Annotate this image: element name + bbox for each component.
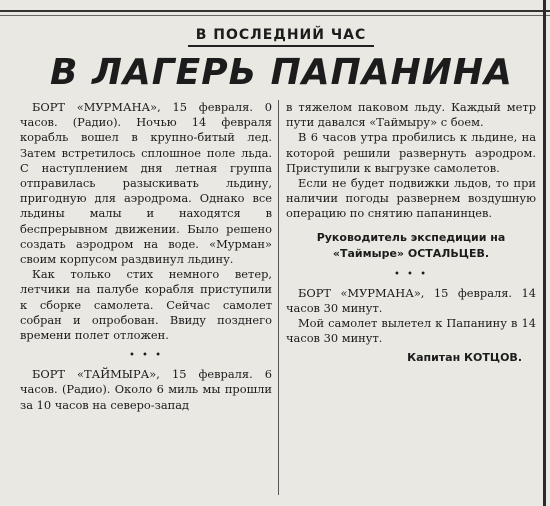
headline: В ЛАГЕРЬ ПАПАНИНА xyxy=(50,52,513,93)
signature-block-1 xyxy=(286,230,536,262)
right-paragraph-4: БОРТ «МУРМАНА», 15 февраля. 14 часов 30 минут. xyxy=(286,285,536,315)
column-divider xyxy=(278,100,279,495)
right-paragraph-3: Если не будет подвижки льдов, то при наличии погоды развернем воздушную операцию по снятию папанинцев. xyxy=(286,176,536,221)
signature-1-line-1: Руководитель экспедиции на xyxy=(316,230,506,244)
right-paragraph-1: в тяжелом паковом льду. Каждый метр пути давался «Таймыру» с боем. xyxy=(286,100,536,130)
right-paragraph-2: В 6 часов утра пробились к льдине, на которой решили развернуть аэродром. Приступили к выгрузке самолетов. xyxy=(286,130,536,175)
signature-1-line-2: «Таймыре» ОСТАЛЬЦЕВ. xyxy=(332,246,490,260)
kicker-box xyxy=(188,24,374,47)
separator-stars-right: • • • xyxy=(393,268,429,280)
left-paragraph-1: БОРТ «МУРМАНА», 15 февраля. 0 часов. (Радио). Ночью 14 февраля корабль вошел в крупно-битый лед. Затем встретилось сплошное поле льда. С наступлением дня летная группа отправилась разыскивать льдину, пригодную для аэродрома. Однако все льдины малы и находятся в беспрерывном движении. Было решено создать аэродром на воде. «Мурман» своим корпусом раздвинул льдину. xyxy=(20,100,272,267)
top-rule-thin xyxy=(0,15,550,16)
right-paragraph-5: Мой самолет вылетел к Папанину в 14 часов 30 минут. xyxy=(286,316,536,346)
left-column xyxy=(20,100,272,413)
separator-stars: • • • xyxy=(128,350,164,362)
top-rule xyxy=(0,10,550,12)
left-paragraph-2: Как только стих немного ветер, летчики на палубе корабля приступили к сборке самолета. Сейчас самолет собран и опробован. Ввиду позднего времени полет отложен. xyxy=(20,267,272,343)
right-border-rule xyxy=(543,0,546,506)
right-column xyxy=(286,100,536,366)
kicker: В ПОСЛЕДНИЙ ЧАС xyxy=(195,27,367,43)
left-paragraph-3: БОРТ «ТАЙМЫРА», 15 февраля. 6 часов. (Радио). Около 6 миль мы прошли за 10 часов на северо-запад xyxy=(20,367,272,412)
signature-2: Капитан КОТЦОВ. xyxy=(407,351,522,365)
